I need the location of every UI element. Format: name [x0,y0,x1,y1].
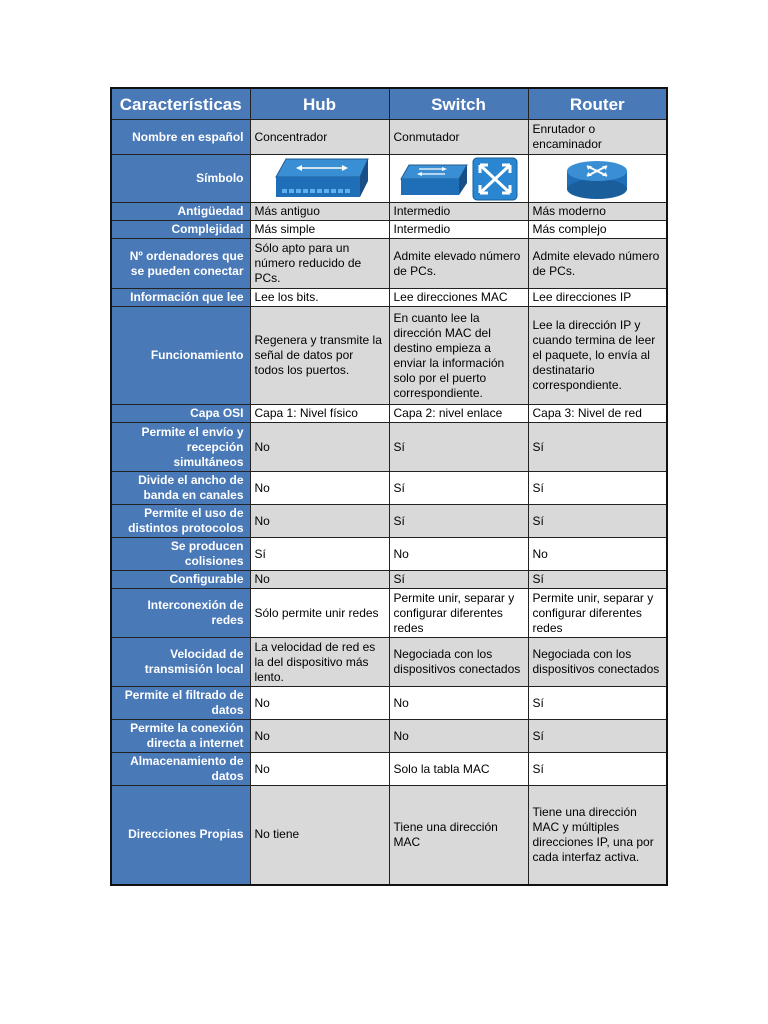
hub-cell: Lee los bits. [250,289,389,307]
hub-symbol-cell [250,155,389,203]
router-cell: Enrutador o encaminador [528,120,667,155]
router-cell: Sí [528,423,667,472]
hub-icon [268,157,372,201]
hub-cell: Regenera y transmite la señal de datos por todos los puertos. [250,307,389,405]
row-capa-osi [111,405,667,423]
row-label: Permite la conexión directa a internet [111,720,250,753]
switch-cell: No [389,538,528,571]
switch-icon [399,161,469,197]
router-icon [565,157,629,201]
switch-symbol-cell [389,155,528,203]
router-cell: Sí [528,753,667,786]
header-router: Router [528,88,667,120]
row-informacion [111,289,667,307]
row-label: Interconexión de redes [111,589,250,638]
switch-cell: Sí [389,423,528,472]
row-ancho-banda [111,472,667,505]
row-envio-recepcion [111,423,667,472]
hub-cell: Más antiguo [250,203,389,221]
hub-cell: No tiene [250,786,389,885]
switch-cell: Sí [389,505,528,538]
row-label: Divide el ancho de banda en canales [111,472,250,505]
row-label: Símbolo [111,155,250,203]
row-label: Almacenamiento de datos [111,753,250,786]
hub-cell: No [250,472,389,505]
row-direcciones [111,786,667,885]
switch-cell: Intermedio [389,203,528,221]
hub-cell: La velocidad de red es la del dispositivo más lento. [250,638,389,687]
hub-cell: Sólo permite unir redes [250,589,389,638]
row-label: Capa OSI [111,405,250,423]
router-cell: Sí [528,571,667,589]
switch-cell: Tiene una dirección MAC [389,786,528,885]
router-cell: Más complejo [528,221,667,239]
row-configurable [111,571,667,589]
header-row [111,88,667,120]
router-cell: Lee direcciones IP [528,289,667,307]
hub-cell: Sólo apto para un número reducido de PCs. [250,239,389,289]
switch-crossed-arrows-icon [472,157,518,201]
router-cell: Sí [528,472,667,505]
row-label: Velocidad de transmisión local [111,638,250,687]
header-switch: Switch [389,88,528,120]
switch-cell: Permite unir, separar y configurar diferentes redes [389,589,528,638]
switch-cell: Sí [389,571,528,589]
router-cell: Permite unir, separar y configurar diferentes redes [528,589,667,638]
router-cell: Más moderno [528,203,667,221]
switch-cell: Solo la tabla MAC [389,753,528,786]
hub-cell: Más simple [250,221,389,239]
switch-cell: Capa 2: nivel enlace [389,405,528,423]
hub-cell: No [250,720,389,753]
row-label: Configurable [111,571,250,589]
row-funcionamiento [111,307,667,405]
hub-cell: No [250,687,389,720]
row-ordenadores [111,239,667,289]
switch-cell: Admite elevado número de PCs. [389,239,528,289]
row-label: Funcionamiento [111,307,250,405]
header-hub: Hub [250,88,389,120]
row-label: Se producen colisiones [111,538,250,571]
row-colisiones [111,538,667,571]
hub-cell: Capa 1: Nivel físico [250,405,389,423]
router-cell: Lee la dirección IP y cuando termina de leer el paquete, lo envía al destinatario correspondiente. [528,307,667,405]
switch-cell: Sí [389,472,528,505]
row-velocidad [111,638,667,687]
switch-cell: No [389,687,528,720]
header-characteristics: Características [111,88,250,120]
switch-cell: No [389,720,528,753]
router-cell: Admite elevado número de PCs. [528,239,667,289]
row-label: Información que lee [111,289,250,307]
hub-cell: Sí [250,538,389,571]
row-almacenamiento [111,753,667,786]
router-cell: Negociada con los dispositivos conectados [528,638,667,687]
hub-cell: No [250,571,389,589]
row-label: Permite el uso de distintos protocolos [111,505,250,538]
router-cell: Sí [528,505,667,538]
switch-cell: Intermedio [389,221,528,239]
router-cell: Sí [528,720,667,753]
row-label: Complejidad [111,221,250,239]
row-label: Antigüedad [111,203,250,221]
row-label: Permite el filtrado de datos [111,687,250,720]
switch-cell: Conmutador [389,120,528,155]
row-conexion-internet [111,720,667,753]
row-antiguedad [111,203,667,221]
row-nombre [111,120,667,155]
hub-cell: No [250,423,389,472]
row-label: Direcciones Propias [111,786,250,885]
hub-cell: Concentrador [250,120,389,155]
row-interconexion [111,589,667,638]
row-label: Nombre en español [111,120,250,155]
router-symbol-cell [528,155,667,203]
row-filtrado [111,687,667,720]
router-cell: Tiene una dirección MAC y múltiples direcciones IP, una por cada interfaz activa. [528,786,667,885]
comparison-table [110,87,668,886]
router-cell: No [528,538,667,571]
row-simbolo [111,155,667,203]
router-cell: Capa 3: Nivel de red [528,405,667,423]
switch-cell: En cuanto lee la dirección MAC del destino empieza a enviar la información solo por el puerto correspondiente. [389,307,528,405]
row-protocolos [111,505,667,538]
row-label: Nº ordenadores que se pueden conectar [111,239,250,289]
row-label: Permite el envío y recepción simultáneos [111,423,250,472]
hub-cell: No [250,753,389,786]
row-complejidad [111,221,667,239]
hub-cell: No [250,505,389,538]
router-cell: Sí [528,687,667,720]
switch-cell: Negociada con los dispositivos conectados [389,638,528,687]
switch-cell: Lee direcciones MAC [389,289,528,307]
